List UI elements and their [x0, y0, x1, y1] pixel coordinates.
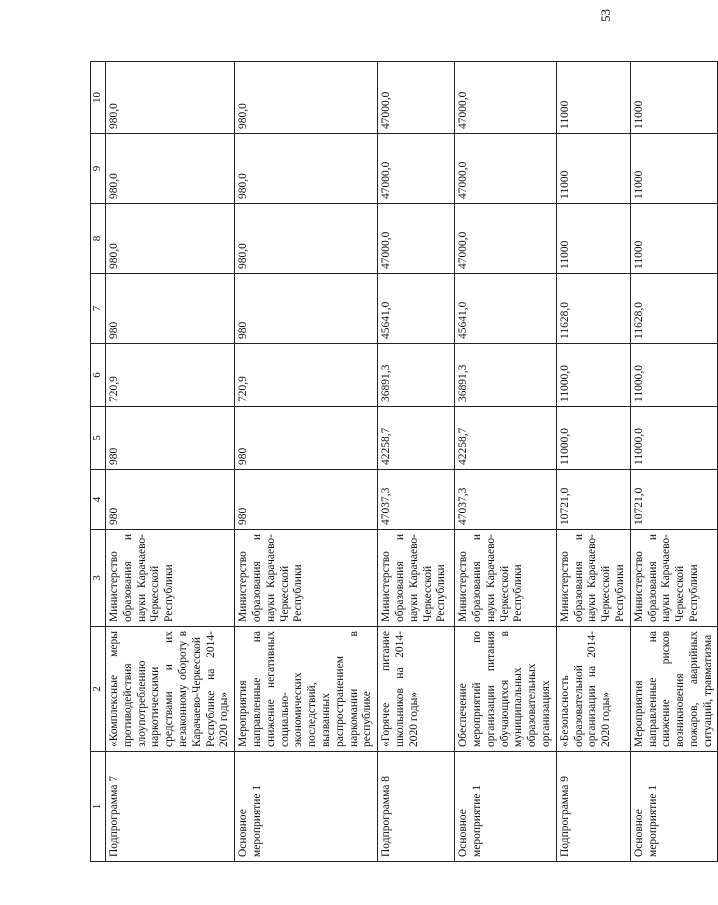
value-cell: 980,0 — [235, 62, 378, 134]
value-cell: 47000,0 — [455, 62, 557, 134]
value-cell: 11000,0 — [556, 407, 630, 470]
value-cell: 47000,0 — [455, 134, 557, 204]
column-number-row — [91, 62, 106, 862]
table-row — [630, 62, 718, 862]
table-row — [556, 62, 630, 862]
header-cell: 9 — [91, 134, 106, 204]
value-cell: 980,0 — [106, 62, 235, 134]
value-cell: 11628,0 — [556, 274, 630, 344]
value-cell: 980,0 — [106, 134, 235, 204]
description-cell: «Горячее питание школьников на 2014-2020 годы» — [378, 627, 455, 752]
value-cell: 36891,3 — [378, 344, 455, 407]
description-cell: Обеспечение мероприятий по организации питания обучающихся в муниципальных образовательных организациях — [455, 627, 557, 752]
value-cell: 720,9 — [235, 344, 378, 407]
value-cell: 42258,7 — [378, 407, 455, 470]
program-name-cell: Основное мероприятие 1 — [630, 752, 718, 862]
value-cell: 11000 — [556, 62, 630, 134]
value-cell: 980 — [235, 470, 378, 530]
value-cell: 45641,0 — [455, 274, 557, 344]
value-cell: 11000 — [556, 204, 630, 274]
value-cell: 47037,3 — [378, 470, 455, 530]
value-cell: 980,0 — [235, 204, 378, 274]
program-name-cell: Подпрограмма 7 — [106, 752, 235, 862]
value-cell: 11000 — [630, 62, 718, 134]
value-cell: 42258,7 — [455, 407, 557, 470]
table-row — [455, 62, 557, 862]
value-cell: 10721,0 — [630, 470, 718, 530]
description-cell: Мероприятия направленные на снижение негативных социально-экономических последствий, вызванных распространением наркомании в республике — [235, 627, 378, 752]
value-cell: 10721,0 — [556, 470, 630, 530]
value-cell: 45641,0 — [378, 274, 455, 344]
header-cell: 4 — [91, 470, 106, 530]
header-cell: 2 — [91, 627, 106, 752]
value-cell: 11000,0 — [630, 407, 718, 470]
executor-cell: Министерство образования и науки Карачаево-Черкесской Республики — [556, 530, 630, 627]
value-cell: 980 — [106, 274, 235, 344]
executor-cell: Министерство образования и науки Карачаево-Черкесской Республики — [235, 530, 378, 627]
executor-cell: Министерство образования и науки Карачаево-Черкесской Республики — [455, 530, 557, 627]
program-name-cell: Подпрограмма 8 — [378, 752, 455, 862]
value-cell: 720,9 — [106, 344, 235, 407]
value-cell: 11000,0 — [630, 344, 718, 407]
executor-cell: Министерство образования и науки Карачаево-Черкесской Республики — [630, 530, 718, 627]
executor-cell: Министерство образования и науки Карачаево-Черкесской Республики — [106, 530, 235, 627]
value-cell: 36891,3 — [455, 344, 557, 407]
header-cell: 8 — [91, 204, 106, 274]
value-cell: 11000 — [556, 134, 630, 204]
page-number: 53 — [598, 9, 613, 22]
value-cell: 47037,3 — [455, 470, 557, 530]
value-cell: 11000,0 — [556, 344, 630, 407]
header-cell: 7 — [91, 274, 106, 344]
header-cell: 6 — [91, 344, 106, 407]
value-cell: 11000 — [630, 204, 718, 274]
value-cell: 47000,0 — [378, 204, 455, 274]
value-cell: 980,0 — [235, 134, 378, 204]
rotated-page — [90, 62, 714, 862]
program-table — [90, 61, 718, 862]
program-name-cell: Основное мероприятие 1 — [235, 752, 378, 862]
description-cell: «Безопасность образовательной организации на 2014-2020 годы» — [556, 627, 630, 752]
value-cell: 980 — [235, 274, 378, 344]
value-cell: 47000,0 — [455, 204, 557, 274]
table-row — [378, 62, 455, 862]
description-cell: «Комплексные меры противодействия злоупотреблению наркотическими средствами и их незаконному обороту в Карачаево-Черкесской Республике на 2014-2020 годы» — [106, 627, 235, 752]
header-cell: 1 — [91, 752, 106, 862]
header-cell: 10 — [91, 62, 106, 134]
description-cell: Мероприятия направленные на снижение рисков возникновения пожаров, аварийных ситуаций, травматизма — [630, 627, 718, 752]
value-cell: 980 — [106, 407, 235, 470]
header-cell: 3 — [91, 530, 106, 627]
table-row — [106, 62, 235, 862]
value-cell: 11628,0 — [630, 274, 718, 344]
value-cell: 47000,0 — [378, 134, 455, 204]
value-cell: 11000 — [630, 134, 718, 204]
value-cell: 980 — [106, 470, 235, 530]
program-name-cell: Основное мероприятие 1 — [455, 752, 557, 862]
header-cell: 5 — [91, 407, 106, 470]
value-cell: 980,0 — [106, 204, 235, 274]
program-name-cell: Подпрограмма 9 — [556, 752, 630, 862]
executor-cell: Министерство образования и науки Карачаево-Черкесской Республики — [378, 530, 455, 627]
table-row — [235, 62, 378, 862]
value-cell: 47000,0 — [378, 62, 455, 134]
value-cell: 980 — [235, 407, 378, 470]
